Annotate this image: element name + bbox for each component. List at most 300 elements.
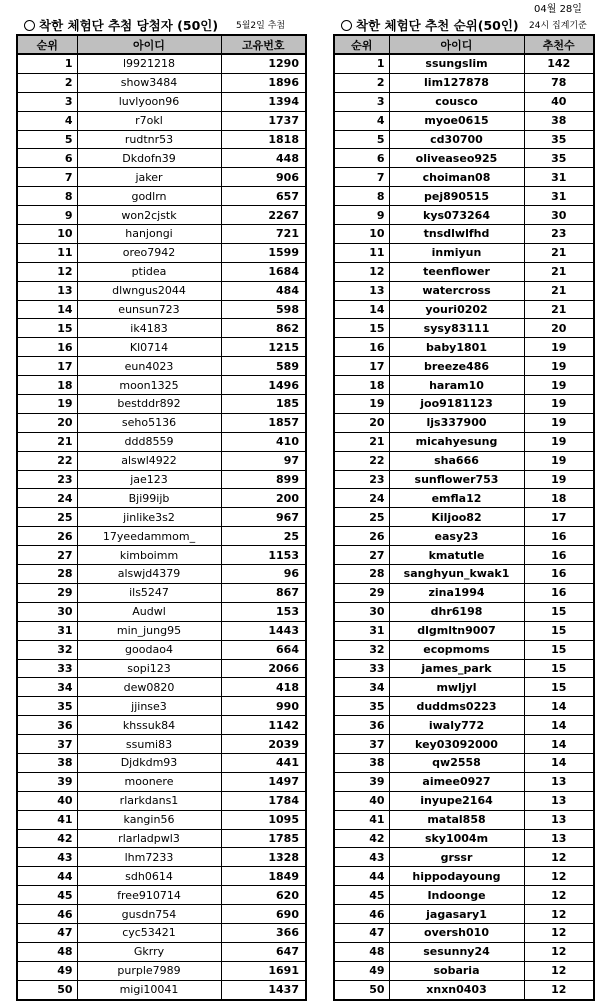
table-row [334,73,594,92]
user-id-cell: bestddr892 [77,395,221,414]
rank-cell: 17 [334,357,389,376]
rank-cell: 46 [334,905,389,924]
user-id-cell: ik4183 [77,319,221,338]
user-id-cell: rlarladpwl3 [77,829,221,848]
user-id-cell: micahyesung [389,432,524,451]
user-id-cell: ssungslim [389,54,524,73]
table-row [334,338,594,357]
user-id-cell: pej890515 [389,187,524,206]
table-row [334,602,594,621]
code-cell: 97 [221,451,306,470]
rank-cell: 25 [17,508,77,527]
votes-cell: 40 [524,92,594,111]
rank-cell: 18 [17,376,77,395]
column-header-rank: 순위 [17,35,77,54]
table-row [334,92,594,111]
rank-cell: 27 [17,546,77,565]
user-id-cell: Audwl [77,602,221,621]
code-cell: 906 [221,168,306,187]
votes-cell: 12 [524,886,594,905]
table-row [334,810,594,829]
user-id-cell: breeze486 [389,357,524,376]
table-row [17,489,306,508]
code-cell: 366 [221,923,306,942]
table-row [334,621,594,640]
code-cell: 1691 [221,961,306,980]
header-row [334,35,594,54]
code-cell: 664 [221,640,306,659]
table-row [334,357,594,376]
code-cell: 862 [221,319,306,338]
user-id-cell: sopi123 [77,659,221,678]
user-id-cell: james_park [389,659,524,678]
user-id-cell: Bji99ijb [77,489,221,508]
rank-cell: 47 [334,923,389,942]
code-cell: 2039 [221,735,306,754]
votes-cell: 12 [524,980,594,999]
rank-cell: 11 [334,243,389,262]
user-id-cell: sysy83111 [389,319,524,338]
rank-cell: 34 [334,678,389,697]
code-cell: 620 [221,886,306,905]
table-row [17,357,306,376]
user-id-cell: rlarkdans1 [77,791,221,810]
code-cell: 1599 [221,243,306,262]
rank-cell: 22 [334,451,389,470]
votes-cell: 12 [524,905,594,924]
votes-cell: 15 [524,621,594,640]
table-row [334,678,594,697]
rank-cell: 10 [17,225,77,244]
header-row [17,35,306,54]
rank-cell: 5 [334,130,389,149]
table-row [17,716,306,735]
rank-cell: 9 [334,206,389,225]
user-id-cell: cousco [389,92,524,111]
rank-cell: 4 [334,111,389,130]
user-id-cell: sesunny24 [389,942,524,961]
user-id-cell: ecopmoms [389,640,524,659]
rank-cell: 47 [17,923,77,942]
user-id-cell: oliveaseo925 [389,149,524,168]
user-id-cell: dew0820 [77,678,221,697]
rank-cell: 9 [17,206,77,225]
votes-cell: 20 [524,319,594,338]
table-row [17,262,306,281]
rank-cell: 18 [334,376,389,395]
code-cell: 1849 [221,867,306,886]
code-cell: 721 [221,225,306,244]
rank-cell: 13 [334,281,389,300]
votes-cell: 78 [524,73,594,92]
table-row [334,206,594,225]
winners-table [16,34,307,1001]
votes-cell: 19 [524,470,594,489]
user-id-cell: dhr6198 [389,602,524,621]
table-row [17,432,306,451]
user-id-cell: teenflower [389,262,524,281]
table-row [17,149,306,168]
table-row [334,697,594,716]
rank-cell: 24 [17,489,77,508]
rank-cell: 12 [334,262,389,281]
votes-cell: 19 [524,413,594,432]
votes-cell: 13 [524,810,594,829]
votes-cell: 15 [524,640,594,659]
user-id-cell: lim127878 [389,73,524,92]
user-id-cell: Djdkdm93 [77,753,221,772]
rank-cell: 40 [334,791,389,810]
table-row [17,300,306,319]
code-cell: 448 [221,149,306,168]
rank-cell: 48 [334,942,389,961]
user-id-cell: luvlyoon96 [77,92,221,111]
rank-cell: 30 [17,602,77,621]
user-id-cell: ptidea [77,262,221,281]
user-id-cell: eunsun723 [77,300,221,319]
table-row [17,772,306,791]
column-header-code: 고유번호 [221,35,306,54]
user-id-cell: jaker [77,168,221,187]
table-row [17,735,306,754]
table-row [17,791,306,810]
table-row [334,753,594,772]
user-id-cell: kangin56 [77,810,221,829]
rank-cell: 35 [334,697,389,716]
column-header-id: 아이디 [389,35,524,54]
rank-cell: 3 [334,92,389,111]
user-id-cell: khssuk84 [77,716,221,735]
user-id-cell: seho5136 [77,413,221,432]
votes-cell: 16 [524,546,594,565]
code-cell: 2066 [221,659,306,678]
user-id-cell: joo9181123 [389,395,524,414]
user-id-cell: sanghyun_kwak1 [389,565,524,584]
user-id-cell: zina1994 [389,583,524,602]
user-id-cell: Kl0714 [77,338,221,357]
votes-cell: 19 [524,432,594,451]
user-id-cell: aimee0927 [389,772,524,791]
rank-cell: 43 [17,848,77,867]
rank-cell: 17 [17,357,77,376]
table-row [334,791,594,810]
user-id-cell: sha666 [389,451,524,470]
votes-cell: 31 [524,187,594,206]
table-row [17,338,306,357]
table-row [17,225,306,244]
user-id-cell: sunflower753 [389,470,524,489]
rank-cell: 31 [334,621,389,640]
votes-cell: 35 [524,130,594,149]
table-row [17,168,306,187]
votes-cell: 14 [524,716,594,735]
user-id-cell: rudtnr53 [77,130,221,149]
user-id-cell: Gkrry [77,942,221,961]
table-row [334,376,594,395]
table-row [334,508,594,527]
ranking-table [333,34,595,1001]
user-id-cell: sky1004m [389,829,524,848]
code-cell: 657 [221,187,306,206]
code-cell: 899 [221,470,306,489]
ranking-title [341,16,519,34]
table-row [17,206,306,225]
table-row [17,980,306,999]
rank-cell: 45 [334,886,389,905]
winners-title-text: 착한 체험단 추첨 당첨자 (50인) [39,18,219,33]
rank-cell: 15 [17,319,77,338]
rank-cell: 1 [17,54,77,73]
rank-cell: 49 [334,961,389,980]
rank-cell: 6 [17,149,77,168]
table-row [334,300,594,319]
votes-cell: 142 [524,54,594,73]
votes-cell: 21 [524,262,594,281]
rank-cell: 4 [17,111,77,130]
user-id-cell: moonere [77,772,221,791]
code-cell: 1497 [221,772,306,791]
rank-cell: 49 [17,961,77,980]
user-id-cell: jjinse3 [77,697,221,716]
user-id-cell: myoe0615 [389,111,524,130]
votes-cell: 19 [524,357,594,376]
table-row [17,92,306,111]
rank-cell: 16 [17,338,77,357]
user-id-cell: hippodayoung [389,867,524,886]
table-row [334,867,594,886]
votes-cell: 16 [524,583,594,602]
table-row [334,168,594,187]
table-row [334,583,594,602]
user-id-cell: haram10 [389,376,524,395]
user-id-cell: Dkdofn39 [77,149,221,168]
votes-cell: 19 [524,338,594,357]
table-row [334,848,594,867]
user-id-cell: grssr [389,848,524,867]
votes-cell: 12 [524,961,594,980]
table-row [334,905,594,924]
code-cell: 2267 [221,206,306,225]
rank-cell: 21 [334,432,389,451]
rank-cell: 26 [334,527,389,546]
table-row [334,149,594,168]
table-row [334,111,594,130]
table-row [334,187,594,206]
votes-cell: 19 [524,451,594,470]
table-row [334,829,594,848]
table-row [334,281,594,300]
table-row [17,470,306,489]
user-id-cell: jae123 [77,470,221,489]
rank-cell: 7 [17,168,77,187]
user-id-cell: sdh0614 [77,867,221,886]
code-cell: 484 [221,281,306,300]
rank-cell: 11 [17,243,77,262]
table-row [17,810,306,829]
rank-cell: 14 [334,300,389,319]
rank-cell: 42 [334,829,389,848]
votes-cell: 18 [524,489,594,508]
rank-cell: 44 [334,867,389,886]
code-cell: 1142 [221,716,306,735]
ranking-date: 04월 28일 [534,4,582,15]
rank-cell: 13 [17,281,77,300]
user-id-cell: xnxn0403 [389,980,524,999]
rank-cell: 14 [17,300,77,319]
rank-cell: 1 [334,54,389,73]
code-cell: 410 [221,432,306,451]
rank-cell: 41 [334,810,389,829]
code-cell: 1394 [221,92,306,111]
code-cell: 200 [221,489,306,508]
table-row [17,130,306,149]
user-id-cell: jagasary1 [389,905,524,924]
table-row [17,942,306,961]
table-row [17,829,306,848]
user-id-cell: alswl4922 [77,451,221,470]
rank-cell: 36 [334,716,389,735]
draw-date-note: 5월2일 추첨 [236,21,286,31]
rank-cell: 8 [17,187,77,206]
rank-cell: 27 [334,546,389,565]
votes-cell: 38 [524,111,594,130]
votes-cell: 12 [524,942,594,961]
table-row [334,489,594,508]
user-id-cell: goodao4 [77,640,221,659]
table-row [17,753,306,772]
code-cell: 1818 [221,130,306,149]
code-cell: 418 [221,678,306,697]
table-row [17,848,306,867]
table-row [334,886,594,905]
user-id-cell: inmiyun [389,243,524,262]
rank-cell: 39 [334,772,389,791]
table-row [17,508,306,527]
rank-cell: 46 [17,905,77,924]
user-id-cell: ils5247 [77,583,221,602]
user-id-cell: dlgmltn9007 [389,621,524,640]
code-cell: 1784 [221,791,306,810]
user-id-cell: oversh010 [389,923,524,942]
user-id-cell: godlrn [77,187,221,206]
rank-cell: 19 [17,395,77,414]
rank-cell: 19 [334,395,389,414]
user-id-cell: choiman08 [389,168,524,187]
table-row [17,54,306,73]
code-cell: 1215 [221,338,306,357]
votes-cell: 16 [524,527,594,546]
user-id-cell: Kiljoo82 [389,508,524,527]
rank-cell: 22 [17,451,77,470]
user-id-cell: emfla12 [389,489,524,508]
code-cell: 1437 [221,980,306,999]
user-id-cell: easy23 [389,527,524,546]
table-row [17,602,306,621]
user-id-cell: r7okl [77,111,221,130]
code-cell: 598 [221,300,306,319]
table-row [17,565,306,584]
rank-cell: 12 [17,262,77,281]
rank-cell: 37 [334,735,389,754]
user-id-cell: duddms0223 [389,697,524,716]
rank-cell: 29 [17,583,77,602]
table-row [17,281,306,300]
rank-cell: 44 [17,867,77,886]
votes-cell: 21 [524,243,594,262]
code-cell: 1328 [221,848,306,867]
user-id-cell: ljs337900 [389,413,524,432]
user-id-cell: watercross [389,281,524,300]
rank-cell: 3 [17,92,77,111]
user-id-cell: tnsdlwlfhd [389,225,524,244]
table-row [17,451,306,470]
code-cell: 1290 [221,54,306,73]
rank-cell: 20 [334,413,389,432]
table-row [334,54,594,73]
votes-cell: 17 [524,508,594,527]
rank-cell: 2 [17,73,77,92]
user-id-cell: 17yeedammom_ [77,527,221,546]
table-row [334,432,594,451]
votes-cell: 14 [524,735,594,754]
table-row [334,772,594,791]
rank-cell: 26 [17,527,77,546]
table-row [17,187,306,206]
table-row [17,923,306,942]
table-row [334,640,594,659]
votes-cell: 14 [524,753,594,772]
rank-cell: 31 [17,621,77,640]
column-header-votes: 추천수 [524,35,594,54]
user-id-cell: sobaria [389,961,524,980]
code-cell: 1153 [221,546,306,565]
rank-cell: 30 [334,602,389,621]
table-row [334,130,594,149]
rank-cell: 20 [17,413,77,432]
table-row [17,111,306,130]
code-cell: 1496 [221,376,306,395]
votes-cell: 23 [524,225,594,244]
code-cell: 1443 [221,621,306,640]
user-id-cell: ddd8559 [77,432,221,451]
user-id-cell: migi10041 [77,980,221,999]
code-cell: 1684 [221,262,306,281]
rank-cell: 38 [17,753,77,772]
table-row [334,262,594,281]
rank-cell: 2 [334,73,389,92]
user-id-cell: moon1325 [77,376,221,395]
ranking-basis-note: 24시 집계기준 [529,21,587,31]
table-row [17,886,306,905]
rank-cell: 45 [17,886,77,905]
user-id-cell: key03092000 [389,735,524,754]
user-id-cell: l9921218 [77,54,221,73]
votes-cell: 12 [524,923,594,942]
rank-cell: 33 [17,659,77,678]
code-cell: 690 [221,905,306,924]
votes-cell: 15 [524,678,594,697]
votes-cell: 13 [524,829,594,848]
user-id-cell: oreo7942 [77,243,221,262]
rank-cell: 38 [334,753,389,772]
table-row [334,961,594,980]
user-id-cell: alswjd4379 [77,565,221,584]
user-id-cell: jinlike3s2 [77,508,221,527]
table-row [17,621,306,640]
code-cell: 1896 [221,73,306,92]
votes-cell: 19 [524,376,594,395]
winners-title [24,16,218,34]
